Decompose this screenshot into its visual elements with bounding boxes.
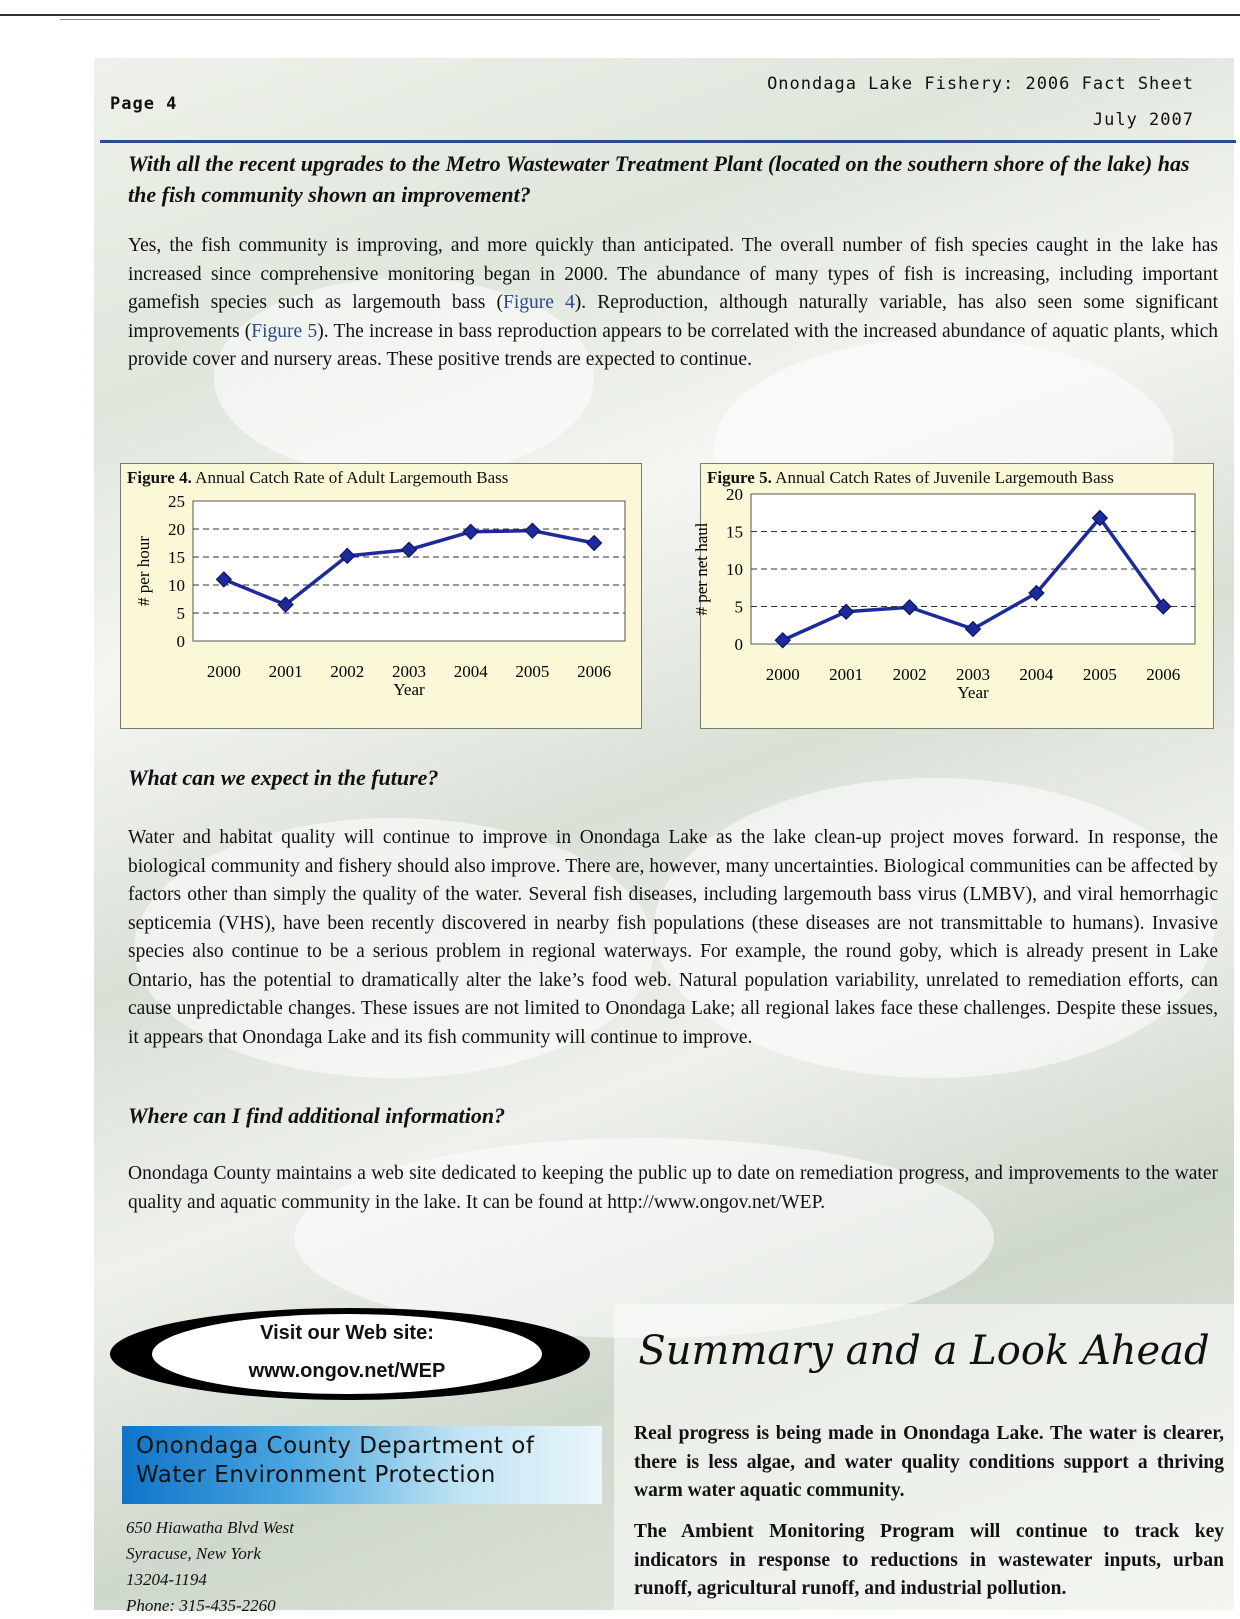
department-name-line2: Water Environment Protection	[136, 1462, 496, 1488]
y-axis-label: # per net haul	[692, 522, 711, 616]
address-street: 650 Hiawatha Blvd West	[126, 1518, 294, 1537]
figure4-chart	[121, 464, 641, 728]
top-border-line	[0, 14, 1240, 16]
web-badge-url[interactable]: www.ongov.net/WEP	[248, 1360, 446, 1382]
y-tick-label: 0	[176, 632, 185, 651]
x-axis-label: Year	[393, 680, 425, 699]
x-tick-label: 2006	[1146, 665, 1181, 684]
x-tick-label: 2004	[1019, 665, 1054, 684]
figure4-chart-box	[120, 463, 642, 729]
header-rule	[100, 140, 1236, 143]
y-tick-label: 10	[726, 560, 743, 579]
address-block	[126, 1515, 294, 1619]
x-tick-label: 2000	[206, 662, 241, 681]
x-tick-label: 2003	[392, 662, 426, 681]
x-tick-label: 2004	[453, 662, 488, 681]
figure5-title: Annual Catch Rates of Juvenile Largemouth Bass	[775, 468, 1114, 487]
x-tick-label: 2006	[577, 662, 612, 681]
department-name	[136, 1432, 534, 1490]
x-tick-label: 2005	[1082, 665, 1117, 684]
y-tick-label: 5	[176, 604, 185, 623]
figure4-title: Annual Catch Rate of Adult Largemouth Bass	[195, 468, 509, 487]
figure5-chart-box	[692, 463, 1214, 729]
web-badge-heading: Visit our Web site:	[260, 1322, 434, 1344]
y-tick-label: 0	[734, 635, 743, 654]
y-tick-label: 20	[168, 520, 185, 539]
section2-body: Water and habitat quality will continue to improve in Onondaga Lake as the lake clean-up project moves forward. In response, the biological community and fishery should also improve. There are, however, many uncertainties. Biological communities can be affected by factors other than simply the quality of the water. Several fish diseases, including largemouth bass virus (LMBV), and viral hemorrhagic septicemia (VHS), have been recently discovered in nearby fish populations (these diseases are not transmittable to humans). Invasive species also continue to be a serious problem in regional waterways. For example, the round goby, which is already present in Lake Ontario, has the potential to dramatically alter the lake’s food web. Natural population variability, unrelated to remediation efforts, can cause unpredictable changes. These issues are not limited to Onondaga Lake; all regional lakes face these challenges. Despite these issues, it appears that Onondaga Lake and its fish community will continue to improve.	[128, 827, 1218, 1048]
y-tick-label: 25	[168, 492, 185, 511]
plot-area	[193, 501, 625, 641]
page-number: Page 4	[110, 94, 178, 114]
figure4-label: Figure 4.	[127, 468, 192, 487]
section1-body	[128, 232, 1218, 375]
figure5-label: Figure 5.	[707, 468, 772, 487]
section1-body-part2: ). Reproduction, although naturally variable, has also seen some significant improvements (	[128, 292, 1218, 342]
section3-body: Onondaga County maintains a web site dedicated to keeping the public up to date on remediation progress, and improvements to the water quality and aquatic community in the lake. It can be found at http://www.ongov.net/WEP.	[128, 1163, 1218, 1213]
x-tick-label: 2002	[892, 665, 927, 684]
top-border-line-thin	[60, 19, 1160, 20]
y-tick-label: 20	[726, 485, 743, 504]
address-zip: 13204-1194	[126, 1570, 207, 1589]
section1-body-part3: ). The increase in bass reproduction appears to be correlated with the increased abundance of aquatic plants, which provide cover and nursery areas. These positive trends are expected to continue.	[128, 320, 1218, 370]
section1-question: With all the recent upgrades to the Metro Wastewater Treatment Plant (located on the southern shore of the lake) has the fish community shown an improvement?	[128, 151, 1190, 207]
x-tick-label: 2001	[268, 662, 303, 681]
address-city: Syracuse, New York	[126, 1544, 261, 1563]
y-tick-label: 5	[734, 597, 743, 617]
publication-date: July 2007	[1092, 110, 1194, 130]
y-axis-label: # per hour	[134, 536, 153, 606]
summary-paragraph1: Real progress is being made in Onondaga Lake. The water is clearer, there is less algae, and water quality conditions support a thriving warm water aquatic community.	[634, 1423, 1224, 1501]
section3-question: Where can I find additional information?	[128, 1103, 506, 1128]
section2-question: What can we expect in the future?	[128, 765, 439, 790]
department-name-line1: Onondaga County Department of	[136, 1433, 535, 1459]
section1-body-part1: Yes, the fish community is improving, and more quickly than anticipated. The overall number of fish species caught in the lake has increased since comprehensive monitoring began in 2000. The abundance of many types of fish is increasing, including important gamefish species such as largemouth bass (	[128, 235, 1218, 313]
y-tick-label: 15	[726, 522, 743, 542]
summary-title: Summary and a Look Ahead	[638, 1328, 1210, 1374]
y-tick-label: 10	[168, 576, 185, 595]
figure5-reference: Figure 5	[251, 320, 318, 342]
address-phone: Phone: 315-435-2260	[126, 1596, 276, 1615]
figure5-chart	[692, 464, 1213, 728]
y-tick-label: 15	[168, 548, 185, 567]
figure4-reference: Figure 4	[503, 292, 575, 313]
x-tick-label: 2003	[956, 665, 990, 684]
publication-title: Onondaga Lake Fishery: 2006 Fact Sheet	[767, 74, 1194, 94]
x-tick-label: 2002	[330, 662, 365, 681]
x-tick-label: 2001	[829, 665, 864, 684]
x-axis-label: Year	[957, 683, 989, 702]
x-tick-label: 2005	[515, 662, 550, 681]
x-tick-label: 2000	[765, 665, 800, 684]
summary-paragraph2: The Ambient Monitoring Program will continue to track key indicators in response to reductions in wastewater inputs, urban runoff, agricultural runoff, and industrial pollution.	[634, 1521, 1224, 1599]
